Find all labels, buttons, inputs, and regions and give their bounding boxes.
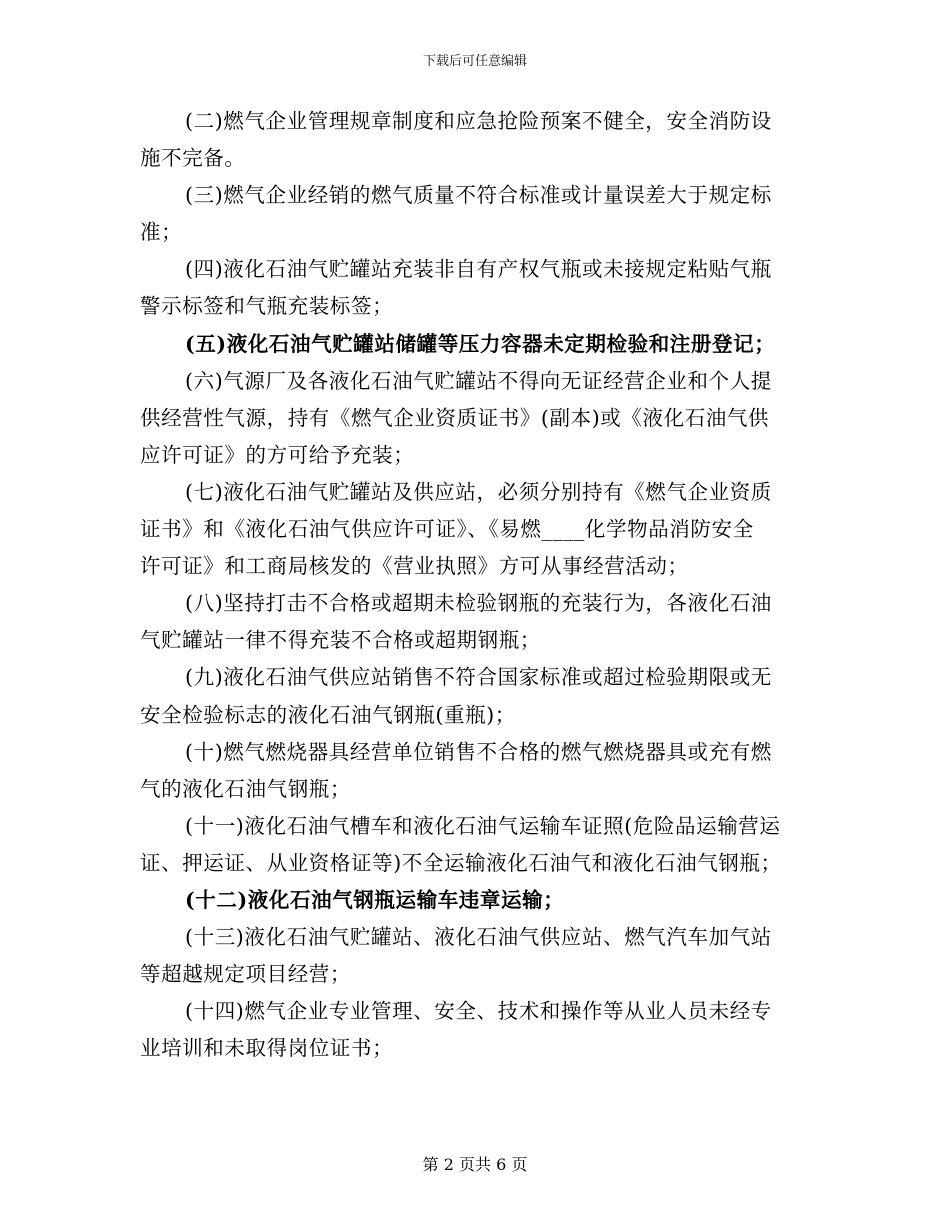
page-footer: 第 2 页共 6 页: [422, 1155, 528, 1174]
paragraph-line: 等超越规定项目经营；: [140, 962, 351, 987]
paragraph-line: (三)燃气企业经销的燃气质量不符合标准或计量误差大于规定标: [185, 183, 772, 208]
paragraph-line: (十二)液化石油气钢瓶运输车违章运输；: [185, 887, 565, 912]
paragraph: [140, 993, 802, 1067]
page-header: 下载后可任意编辑: [422, 54, 527, 69]
paragraph-line: 准；: [140, 220, 183, 245]
paragraph-line: (十四)燃气企业专业管理、安全、技术和操作等从业人员未经专: [185, 999, 772, 1024]
paragraph: [140, 882, 802, 919]
paragraph-line: (十)燃气燃烧器具经营单位销售不合格的燃气燃烧器具或充有燃: [185, 739, 772, 764]
paragraph-line: (八)坚持打击不合格或超期未检验钢瓶的充装行为，各液化石油: [185, 591, 772, 616]
paragraph-line: 气贮罐站一律不得充装不合格或超期钢瓶；: [140, 628, 541, 653]
paragraph-line: (七)液化石油气贮罐站及供应站，必须分别持有《燃气企业资质: [185, 479, 772, 504]
paragraph-line: (二)燃气企业管理规章制度和应急抢险预案不健全，安全消防设: [185, 109, 772, 133]
paragraph: [140, 659, 802, 733]
paragraph: [140, 808, 802, 882]
paragraph: [140, 474, 802, 585]
paragraph-line: (六)气源厂及各液化石油气贮罐站不得向无证经营企业和个人提: [185, 368, 772, 393]
paragraph: [140, 326, 802, 363]
paragraph-line: (四)液化石油气贮罐站充装非自有产权气瓶或未接规定粘贴气瓶: [185, 257, 772, 282]
paragraph: [140, 734, 802, 808]
paragraph-line: (十三)液化石油气贮罐站、液化石油气供应站、燃气汽车加气站: [185, 925, 772, 950]
paragraph: [140, 363, 802, 474]
paragraph: [140, 103, 802, 177]
paragraph-line: 证书》和《液化石油气供应许可证》、《易燃____化学物品消防安全: [140, 517, 754, 542]
paragraph-line: 气的液化石油气钢瓶；: [140, 776, 351, 801]
paragraph-line: 供经营性气源，持有《燃气企业资质证书》(副本)或《液化石油气供: [140, 405, 770, 430]
paragraph: [140, 585, 802, 659]
paragraph: [140, 251, 802, 325]
paragraph-line: 警示标签和气瓶充装标签；: [140, 294, 394, 319]
paragraph-line: 施不完备。: [140, 146, 246, 171]
paragraph-line: (十一)液化石油气槽车和液化石油气运输车证照(危险品运输营运: [185, 813, 781, 838]
paragraph-line: 安全检验标志的液化石油气钢瓶(重瓶)；: [140, 702, 516, 727]
paragraph-line: (九)液化石油气供应站销售不符合国家标准或超过检验期限或无: [185, 665, 772, 690]
paragraph-line: 证、押运证、从业资格证等)不全运输液化石油气和液化石油气钢瓶；: [140, 850, 782, 875]
paragraph-line: 业培训和未取得岗位证书；: [140, 1036, 394, 1061]
document-body: [140, 103, 802, 1067]
paragraph-line: (五)液化石油气贮罐站储罐等压力容器未定期检验和注册登记；: [185, 331, 776, 356]
paragraph: [140, 177, 802, 251]
paragraph-line: 应许可证》的方可给予充装；: [140, 442, 415, 467]
paragraph: [140, 919, 802, 993]
paragraph-line: 许可证》和工商局核发的《营业执照》方可从事经营活动；: [140, 554, 689, 579]
